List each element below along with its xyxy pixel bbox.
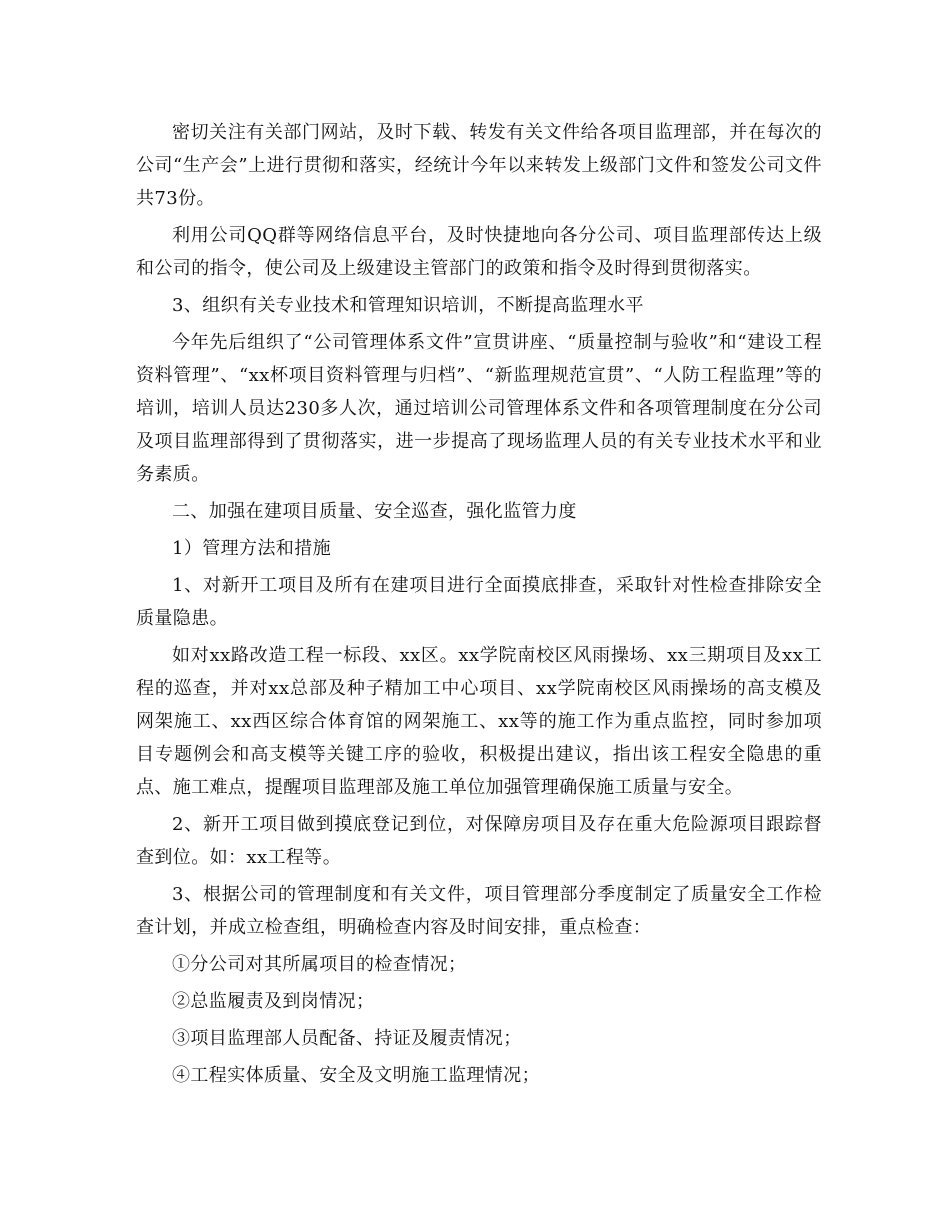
subsection-heading-methods: 1）管理方法和措施 (172, 538, 332, 559)
paragraph-item-3: 3、根据公司的管理制度和有关文件，项目管理部分季度制定了质量安全工作检查计划，并成立检查组，明确检查内容及时间安排，重点检查： (136, 884, 822, 938)
paragraph-qq-platform: 利用公司QQ群等网络信息平台，及时快捷地向各分公司、项目监理部传达上级和公司的指令，使公司及上级建设主管部门的政策和指令及时得到贯彻落实。 (136, 225, 822, 279)
paragraph-training-details: 今年先后组织了“公司管理体系文件”宣贯讲座、“质量控制与验收”和“建设工程资料管理”、“xx杯项目资料管理与归档”、“新监理规范宣贯”、“人防工程监理”等的培训，培训人员达230多人次，通过培训公司管理体系文件和各项管理制度在分公司及项目监理部得到了贯彻落实，进一步提高了现场监理人员的有关专业技术水平和业务素质。 (136, 332, 822, 485)
document-body (136, 116, 822, 1096)
section-heading-training: 3、组织有关专业技术和管理知识培训，不断提高监理水平 (172, 295, 644, 316)
paragraph-item-1: 1、对新开工项目及所有在建项目进行全面摸底排查，采取针对性检查排除安全质量隐患。 (136, 575, 822, 629)
list-item-4: ④工程实体质量、安全及文明施工监理情况； (172, 1065, 540, 1086)
section-heading-inspection: 二、加强在建项目质量、安全巡查，强化监管力度 (172, 501, 577, 522)
list-item-2: ②总监履责及到岗情况； (172, 991, 375, 1012)
list-item-1: ①分公司对其所属项目的检查情况； (172, 954, 467, 975)
paragraph-website-monitoring: 密切关注有关部门网站，及时下载、转发有关文件给各项目监理部，并在每次的公司“生产会”上进行贯彻和落实，经统计今年以来转发上级部门文件和签发公司文件共73份。 (136, 122, 822, 209)
paragraph-item-2: 2、新开工项目做到摸底登记到位，对保障房项目及存在重大危险源项目跟踪督查到位。如：xx工程等。 (136, 814, 822, 868)
list-item-3: ③项目监理部人员配备、持证及履责情况； (172, 1028, 522, 1049)
paragraph-inspection-examples: 如对xx路改造工程一标段、xx区。xx学院南校区风雨操场、xx三期项目及xx工程的巡查，并对xx总部及种子精加工中心项目、xx学院南校区风雨操场的高支模及网架施工、xx西区综合体育馆的网架施工、xx等的施工作为重点监控，同时参加项目专题例会和高支模等关键工序的验收，积极提出建议，指出该工程安全隐患的重点、施工难点，提醒项目监理部及施工单位加强管理确保施工质量与安全。 (136, 645, 822, 798)
